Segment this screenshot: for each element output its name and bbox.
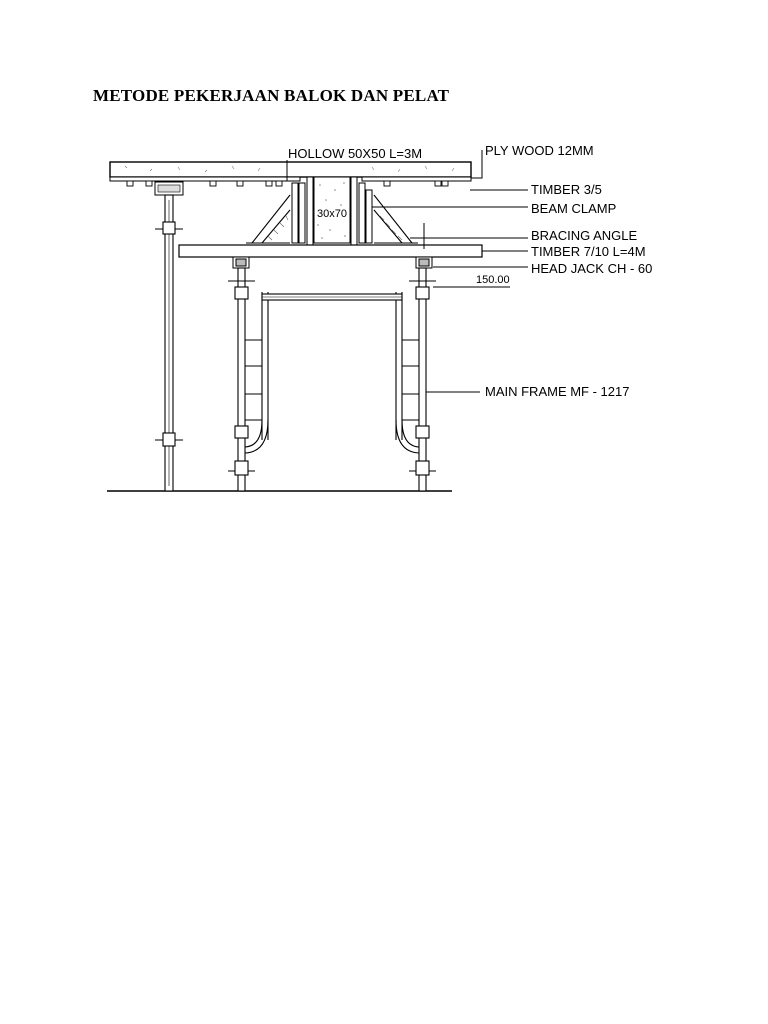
label-dimension: 150.00: [476, 274, 510, 286]
timber-7-10-ledger: [179, 245, 482, 257]
concrete-slab: [110, 162, 471, 181]
label-main-frame: MAIN FRAME MF - 1217: [485, 384, 630, 399]
label-timber-7-10: TIMBER 7/10 L=4M: [531, 244, 646, 259]
shoring-prop: [155, 195, 183, 491]
label-beam-clamp: BEAM CLAMP: [531, 201, 617, 216]
label-hollow: HOLLOW 50X50 L=3M: [288, 146, 423, 161]
document-title: METODE PEKERJAAN BALOK DAN PELAT: [93, 86, 450, 105]
main-frame: [228, 268, 436, 491]
label-bracing-angle: BRACING ANGLE: [531, 228, 638, 243]
label-beam-size: 30x70: [317, 208, 347, 220]
label-plywood: PLY WOOD 12MM: [485, 143, 594, 158]
label-timber-3-5: TIMBER 3/5: [531, 182, 602, 197]
label-head-jack: HEAD JACK CH - 60: [531, 261, 653, 276]
hollow-block: [155, 182, 183, 195]
head-jacks: [233, 257, 432, 268]
